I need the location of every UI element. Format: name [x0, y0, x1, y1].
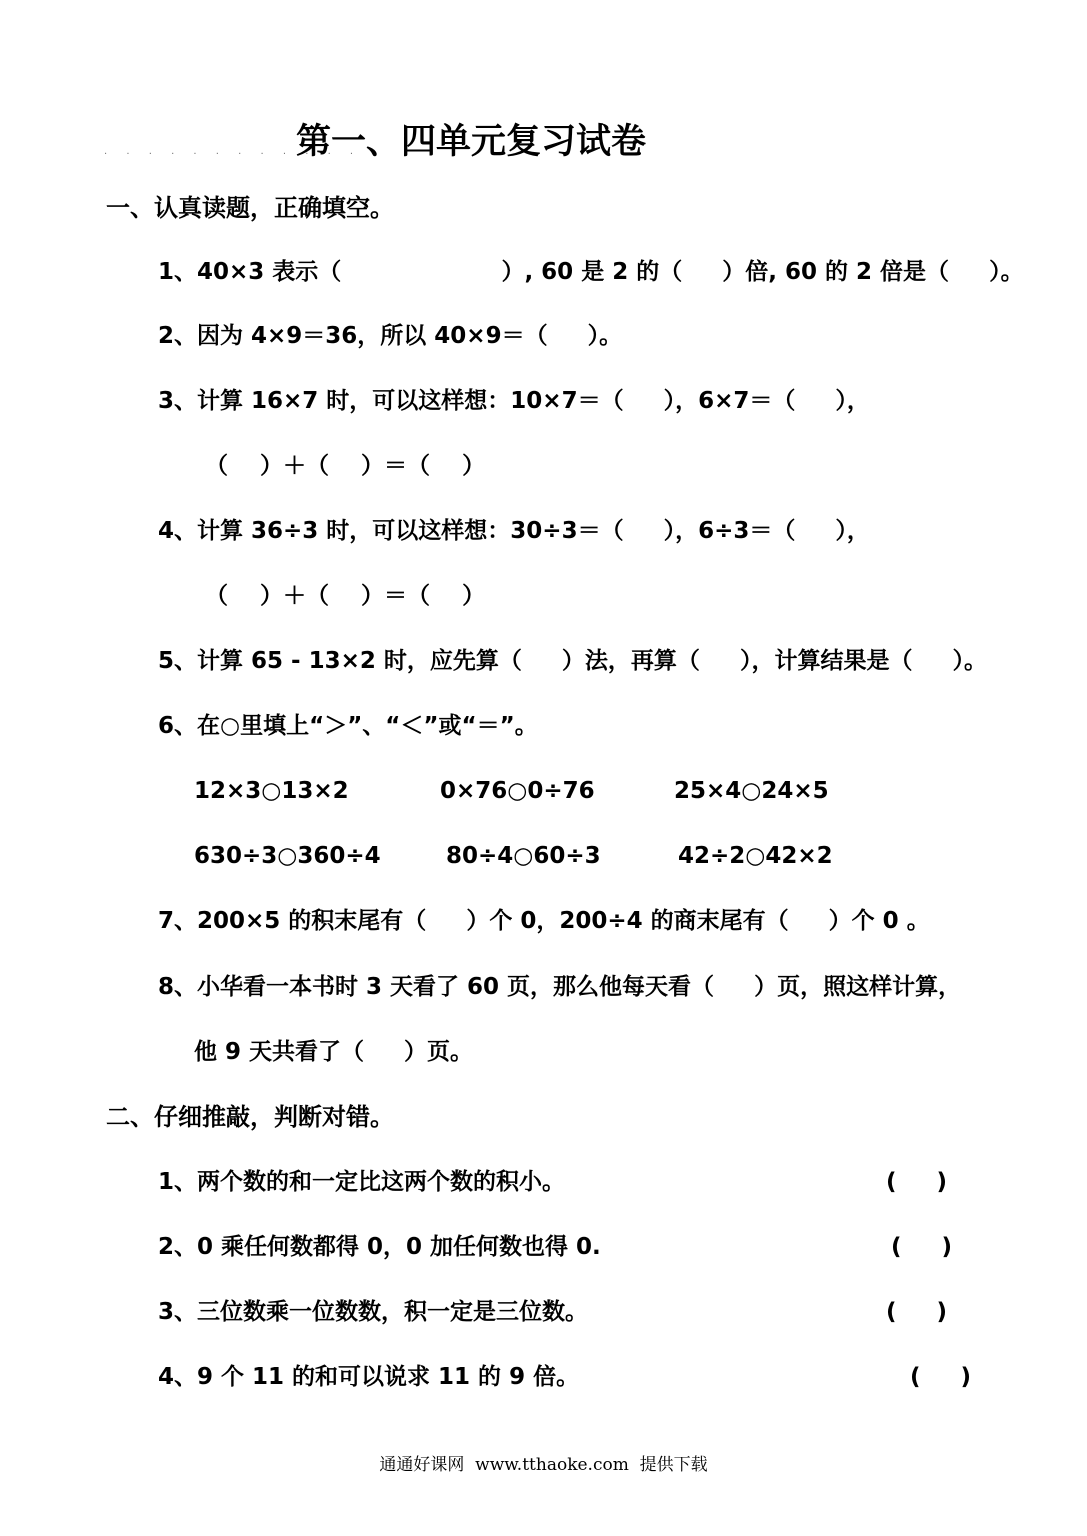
decorative-dots: · · · · · · · · · · · ·	[104, 149, 362, 160]
section-1-heading: 一、认真读题，正确填空。	[106, 194, 394, 222]
answer-blank: ( )	[910, 1364, 972, 1390]
judge-question-4: 4、9 个 11 的和可以说求 11 的 9 倍。	[158, 1364, 580, 1390]
compare-item: 0×76○0÷76	[440, 778, 595, 804]
judge-question-3: 3、三位数乘一位数数，积一定是三位数。	[158, 1299, 589, 1325]
compare-item: 630÷3○360÷4	[194, 843, 381, 869]
question-1-4: 4、计算 36÷3 时，可以这样想：30÷3＝（ ），6÷3＝（ ），	[158, 518, 870, 544]
question-1-4-cont: （ ）＋（ ）＝（ ）	[205, 583, 486, 609]
compare-item: 25×4○24×5	[674, 778, 829, 804]
section-2-heading: 二、仔细推敲，判断对错。	[106, 1103, 394, 1131]
question-1-1: 1、40×3 表示（ ）, 60 是 2 的（ ）倍, 60 的 2 倍是（ ）。	[158, 259, 1024, 285]
question-1-2: 2、因为 4×9＝36，所以 40×9＝（ ）。	[158, 323, 623, 349]
question-1-3: 3、计算 16×7 时，可以这样想：10×7＝（ ），6×7＝（ ），	[158, 388, 870, 414]
answer-blank: ( )	[886, 1299, 948, 1325]
footer-source: 通通好课网 www.tthaoke.com 提供下载	[379, 1455, 708, 1475]
question-1-5: 5、计算 65 - 13×2 时，应先算（ ）法，再算（ ），计算结果是（ ）。	[158, 648, 987, 674]
answer-blank: ( )	[886, 1169, 948, 1195]
question-1-8-cont: 他 9 天共看了（ ）页。	[194, 1039, 474, 1065]
judge-question-1: 1、两个数的和一定比这两个数的积小。	[158, 1169, 566, 1195]
question-1-8: 8、小华看一本书时 3 天看了 60 页，那么他每天看（ ）页，照这样计算，	[158, 974, 962, 1000]
page-title: 第一、四单元复习试卷	[296, 122, 647, 162]
compare-item: 12×3○13×2	[194, 778, 349, 804]
answer-blank: ( )	[891, 1234, 953, 1260]
question-1-6: 6、在○里填上“＞”、“＜”或“＝”。	[158, 713, 538, 739]
compare-item: 42÷2○42×2	[678, 843, 833, 869]
compare-item: 80÷4○60÷3	[446, 843, 601, 869]
judge-question-2: 2、0 乘任何数都得 0，0 加任何数也得 0.	[158, 1234, 601, 1260]
question-1-3-cont: （ ）＋（ ）＝（ ）	[205, 453, 486, 479]
question-1-7: 7、200×5 的积末尾有（ ）个 0，200÷4 的商末尾有（ ）个 0 。	[158, 908, 930, 934]
